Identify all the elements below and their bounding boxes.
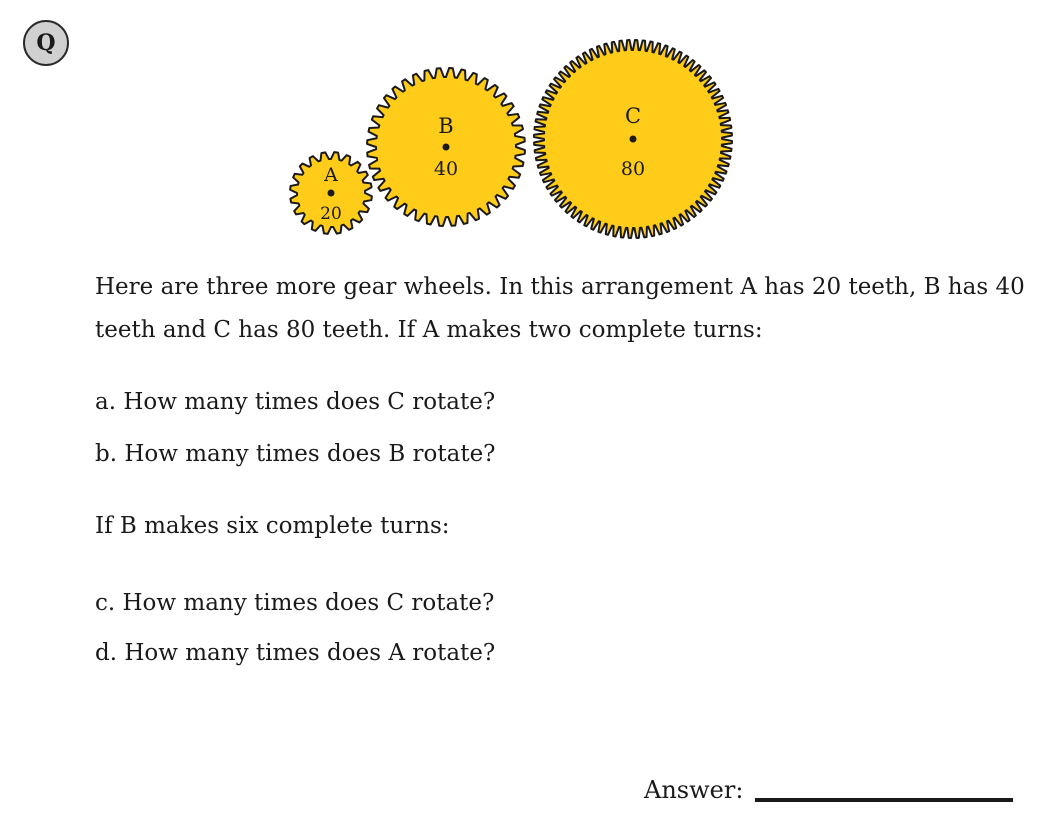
gear-a-teeth-label: 20 [320,204,342,224]
answer-label: Answer: [644,776,744,804]
answer-line[interactable] [755,798,1013,802]
gear-b-center-dot [443,144,450,151]
question-part-c: c. How many times does C rotate? [95,590,495,616]
answer-row [644,770,1013,810]
gear-b-teeth-label: 40 [433,158,459,180]
gear-a-center-dot [328,190,335,197]
gear-diagram [0,0,1042,260]
gear-c-letter: C [624,104,642,128]
gear-c-center-dot [630,136,637,143]
gear-a [290,152,372,234]
gear-b-letter: B [438,114,454,138]
gear-a-letter: A [324,164,338,186]
question-badge-label: Q [36,30,56,56]
question-part-a: a. How many times does C rotate? [95,389,496,415]
question-part-b: b. How many times does B rotate? [95,441,496,467]
gear-c-teeth-label: 80 [620,158,646,180]
question-condition: If B makes six complete turns: [95,513,450,539]
gear-b [367,68,525,226]
question-part-d: d. How many times does A rotate? [95,640,496,666]
question-intro: Here are three more gear wheels. In this arrangement A has 20 teeth, B has 40 teeth and C has 80 teeth. If A makes two complete turns: [95,274,1025,343]
gear-c [534,40,732,238]
